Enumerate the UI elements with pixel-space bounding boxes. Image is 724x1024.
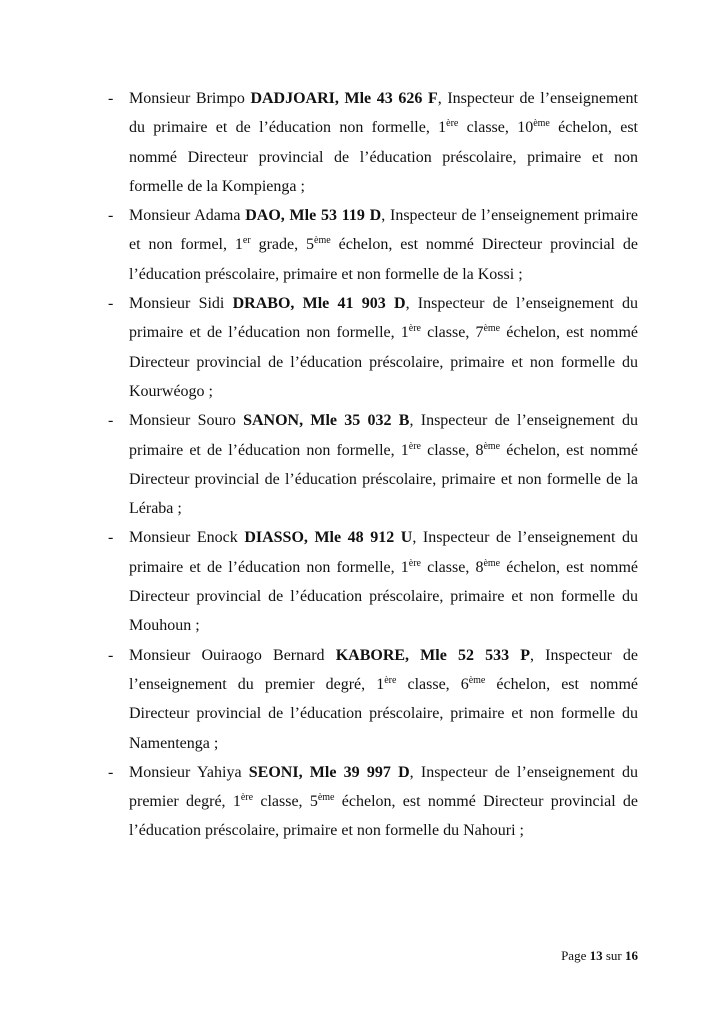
entry-prefix: Monsieur Souro <box>129 412 244 430</box>
entry-text: , Inspecteur de l’enseignement du premier degré, 1 <box>129 763 639 811</box>
page-label: Page <box>561 948 590 963</box>
ordinal-suffix: ème <box>483 323 501 335</box>
entry-text: échelon, est nommé Directeur provincial de l’éducation préscolaire, primaire et non formelle de la Kompienga ; <box>129 119 638 195</box>
entry-text: , Inspecteur de l’enseignement primaire et non formel, 1 <box>129 207 639 254</box>
person-name: SANON, Mle 35 032 B <box>243 412 410 430</box>
total-pages: 16 <box>625 948 638 963</box>
appointment-item <box>108 289 638 406</box>
entry-text: échelon, est nommé Directeur provincial de l’éducation préscolaire, primaire et non formelle du Mouhoun ; <box>129 558 639 635</box>
ordinal-suffix: ème <box>533 118 550 130</box>
entry-text: , Inspecteur de l’enseignement du primaire et de l’éducation non formelle, 1 <box>129 295 639 342</box>
entry-text: classe, 8 <box>421 558 484 576</box>
appointment-item <box>108 641 638 758</box>
person-name: DADJOARI, Mle 43 626 F <box>250 90 438 107</box>
person-name: DIASSO, Mle 48 912 U <box>244 529 413 547</box>
appointment-item <box>108 406 638 523</box>
ordinal-suffix: ère <box>240 792 254 804</box>
person-name: SEONI, Mle 39 997 D <box>248 763 410 781</box>
entry-text: échelon, est nommé Directeur provincial de l’éducation préscolaire, primaire et non formelle du Namentenga ; <box>129 675 639 752</box>
entry-text: classe, 6 <box>396 675 469 693</box>
list-dash: - <box>108 90 114 107</box>
entry-text: échelon, est nommé Directeur provincial de l’éducation préscolaire, primaire et non formelle du Nahouri ; <box>129 793 639 840</box>
entry-text: , Inspecteur de l’enseignement du primaire et de l’éducation non formelle, 1 <box>129 529 639 576</box>
ordinal-suffix: ème <box>483 557 501 569</box>
list-dash: - <box>108 646 114 664</box>
ordinal-suffix: ère <box>446 118 459 130</box>
page-number: 13 <box>589 948 603 963</box>
ordinal-suffix: ère <box>408 557 421 569</box>
entry-text: classe, 7 <box>421 324 484 342</box>
list-dash: - <box>108 529 114 547</box>
page-footer <box>561 948 638 964</box>
entry-text: , Inspecteur de l’enseignement du premier degré, 1 <box>129 646 639 693</box>
ordinal-suffix: ème <box>468 674 486 686</box>
entry-prefix: Monsieur Sidi <box>129 295 233 313</box>
ordinal-suffix: ème <box>314 235 331 247</box>
entry-text: échelon, est nommé Directeur provincial de l’éducation préscolaire, primaire et non formelle de la Kossi ; <box>129 236 638 283</box>
entry-text: classe, 8 <box>421 441 484 459</box>
ordinal-suffix: ère <box>408 323 421 335</box>
entry-text: , Inspecteur de l’enseignement du primaire et de l’éducation non formelle, 1 <box>129 412 639 459</box>
ordinal-suffix: er <box>242 235 251 247</box>
list-dash: - <box>108 295 114 313</box>
entry-text: classe, 5 <box>253 793 318 811</box>
appointment-item <box>108 523 638 640</box>
appointment-item <box>108 201 638 289</box>
entry-prefix: Monsieur Enock <box>129 529 245 547</box>
ordinal-suffix: ère <box>384 674 397 686</box>
entry-text: grade, 5 <box>250 236 315 254</box>
ordinal-suffix: ème <box>317 792 335 804</box>
ordinal-suffix: ème <box>483 440 501 452</box>
entry-prefix: Monsieur Ouiraogo Bernard <box>129 646 336 664</box>
entry-text: classe, 10 <box>458 119 534 137</box>
list-dash: - <box>108 763 114 781</box>
ordinal-suffix: ère <box>408 440 421 452</box>
entry-prefix: Monsieur Adama <box>129 207 246 225</box>
entry-text: échelon, est nommé Directeur provincial de l’éducation préscolaire, primaire et non formelle du Kourwéogo ; <box>129 324 639 400</box>
entry-text: , Inspecteur de l’enseignement du primaire et de l’éducation non formelle, 1 <box>129 90 639 137</box>
appointment-item <box>108 758 638 846</box>
entry-prefix: Monsieur Brimpo <box>129 90 251 107</box>
person-name: DRABO, Mle 41 903 D <box>232 295 406 313</box>
entry-text: échelon, est nommé Directeur provincial de l’éducation préscolaire, primaire et non formelle de la Léraba ; <box>129 441 639 518</box>
list-dash: - <box>108 207 114 225</box>
entry-prefix: Monsieur Yahiya <box>129 763 249 781</box>
of-label: sur <box>602 948 625 963</box>
person-name: KABORE, Mle 52 533 P <box>335 646 531 664</box>
person-name: DAO, Mle 53 119 D <box>245 207 382 225</box>
appointment-list <box>108 84 638 846</box>
list-dash: - <box>108 412 114 430</box>
appointment-item <box>108 84 638 201</box>
